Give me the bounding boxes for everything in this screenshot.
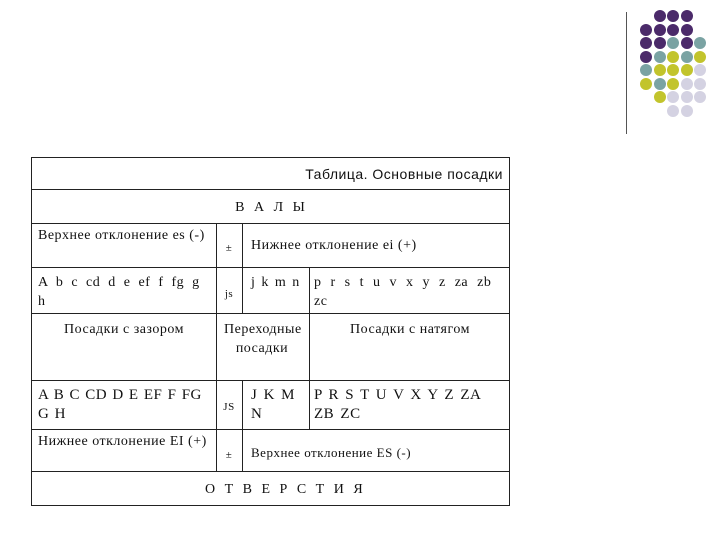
decorative-dot — [694, 51, 706, 63]
decorative-dot — [640, 37, 652, 49]
shaft-plus-minus: ± — [225, 242, 233, 254]
decorative-dot — [654, 91, 666, 103]
hole-lower-deviation: Нижнее отклонение EI (+) — [38, 434, 207, 449]
decorative-dot — [654, 37, 666, 49]
decorative-dot — [681, 91, 693, 103]
decorative-vertical-line — [626, 12, 627, 134]
fits-table — [31, 157, 510, 506]
decorative-dot — [640, 51, 652, 63]
col-divider — [216, 223, 217, 471]
table-title: Таблица. Основные посадки — [305, 166, 503, 182]
fits-transition: Переходные посадки — [224, 322, 302, 356]
decorative-dot — [667, 91, 679, 103]
decorative-dot — [667, 10, 679, 22]
decorative-dot — [694, 37, 706, 49]
decorative-dot — [667, 64, 679, 76]
decorative-dot — [681, 51, 693, 63]
decorative-dot — [654, 24, 666, 36]
col-divider — [309, 267, 310, 429]
hole-letters-clearance: A B C CD D E EF F FG G H — [38, 387, 202, 422]
row-divider — [32, 267, 509, 268]
fits-interference: Посадки с натягом — [350, 322, 470, 337]
col-divider — [242, 380, 243, 471]
decorative-dot — [654, 78, 666, 90]
decorative-dot — [681, 10, 693, 22]
row-divider — [32, 380, 509, 381]
row-divider — [32, 429, 509, 430]
row-divider — [32, 313, 509, 314]
shaft-letters-interference: p r s t u v x y z za zb zc — [314, 275, 492, 309]
decorative-dot — [681, 37, 693, 49]
shafts-label: В А Л Ы — [235, 200, 308, 215]
shaft-js: js — [224, 288, 234, 300]
decorative-dot — [667, 24, 679, 36]
decorative-dot — [640, 78, 652, 90]
decorative-dot — [681, 105, 693, 117]
decorative-dot — [667, 51, 679, 63]
row-divider — [32, 223, 509, 224]
shaft-letters-transition: j k m n — [251, 275, 300, 290]
col-divider — [242, 223, 243, 314]
decorative-dot — [694, 91, 706, 103]
hole-upper-deviation: Верхнее отклонение ES (-) — [251, 445, 412, 460]
holes-label: О Т В Е Р С Т И Я — [205, 482, 366, 497]
hole-letters-interference: P R S T U V X Y Z ZA ZB ZC — [314, 387, 481, 422]
shaft-upper-deviation: Верхнее отклонение es (-) — [38, 228, 205, 243]
hole-plus-minus: ± — [225, 449, 233, 461]
decorative-dot — [694, 78, 706, 90]
decorative-dot — [640, 64, 652, 76]
decorative-dot — [654, 10, 666, 22]
shaft-lower-deviation: Нижнее отклонение ei (+) — [251, 238, 417, 253]
row-divider — [32, 189, 509, 190]
hole-JS: JS — [223, 401, 235, 413]
shaft-letters-clearance: A b c cd d e ef f fg g h — [38, 275, 200, 309]
row-divider — [32, 471, 509, 472]
decorative-dot — [667, 78, 679, 90]
decorative-dot — [694, 64, 706, 76]
fits-clearance: Посадки с зазором — [64, 322, 184, 337]
decorative-dot — [654, 51, 666, 63]
decorative-dot — [654, 64, 666, 76]
decorative-dot — [667, 105, 679, 117]
decorative-dot — [681, 64, 693, 76]
hole-letters-transition: J K M N — [251, 387, 296, 422]
decorative-dot — [640, 24, 652, 36]
decorative-dot — [681, 78, 693, 90]
decorative-dot — [667, 37, 679, 49]
decorative-dot-grid — [640, 10, 710, 120]
decorative-dot — [681, 24, 693, 36]
